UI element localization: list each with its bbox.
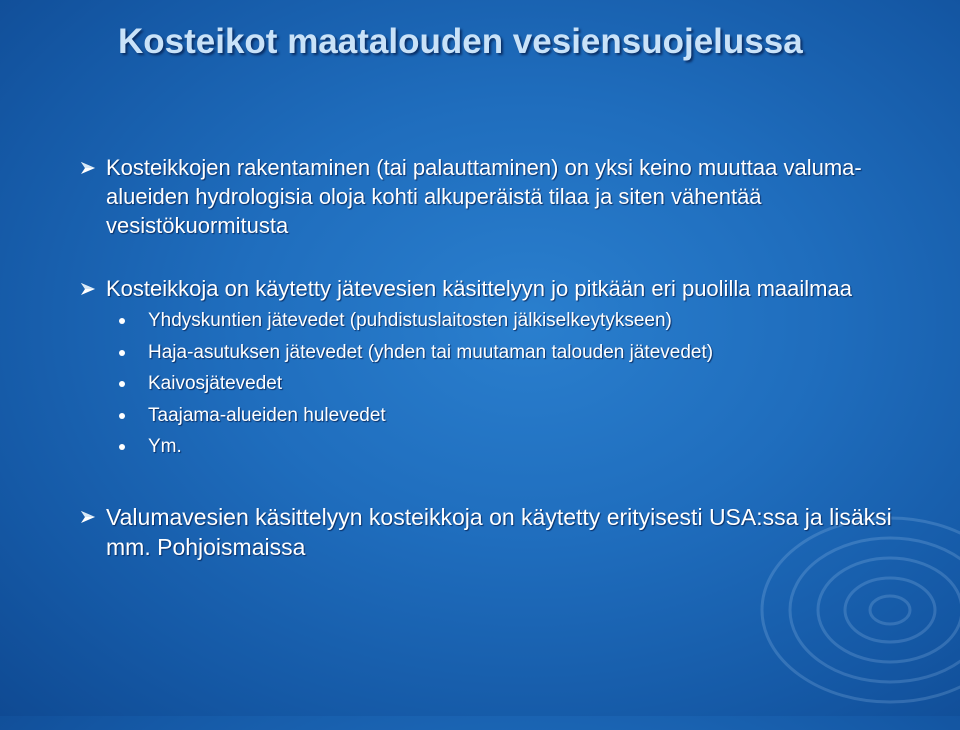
slide-content [70,153,920,562]
sub-bullet-item [70,305,920,337]
dot-bullet-icon [119,444,125,450]
slide-title: Kosteikot maatalouden vesiensuojelussa [118,22,803,61]
dot-bullet-icon [119,318,125,324]
sub-bullet-text: Ym. [148,436,182,457]
arrow-bullet-icon [80,510,96,524]
arrow-bullet-icon [80,282,96,296]
bullet-item [70,153,920,240]
bullet-text: Valumavesien käsittelyyn kosteikkoja on käytetty erityisesti USA:ssa ja lisäksi mm. Pohjoismaissa [106,503,892,560]
sub-bullet-item [70,431,920,463]
bullet-item [70,274,920,303]
sub-bullet-text: Kaivosjätevedet [148,373,283,394]
bullet-item [70,502,920,562]
dot-bullet-icon [119,413,125,419]
dot-bullet-icon [119,350,125,356]
sub-bullet-item [70,400,920,432]
dot-bullet-icon [119,381,125,387]
sub-bullet-text: Yhdyskuntien jätevedet (puhdistuslaitosten jälkiselkeytykseen) [148,310,672,331]
bullet-text: Kosteikkojen rakentaminen (tai palauttaminen) on yksi keino muuttaa valuma-alueiden hydrologisia oloja kohti alkuperäistä tilaa ja siten vähentää vesistökuormitusta [106,155,862,238]
arrow-bullet-icon [80,161,96,175]
sub-bullet-item [70,368,920,400]
sub-bullet-list [70,305,920,463]
bullet-text: Kosteikkoja on käytetty jätevesien käsittelyyn jo pitkään eri puolilla maailmaa [106,276,852,301]
sub-bullet-item [70,337,920,369]
sub-bullet-text: Haja-asutuksen jätevedet (yhden tai muutaman talouden jätevedet) [148,341,714,363]
sub-bullet-text: Taajama-alueiden hulevedet [148,404,386,426]
